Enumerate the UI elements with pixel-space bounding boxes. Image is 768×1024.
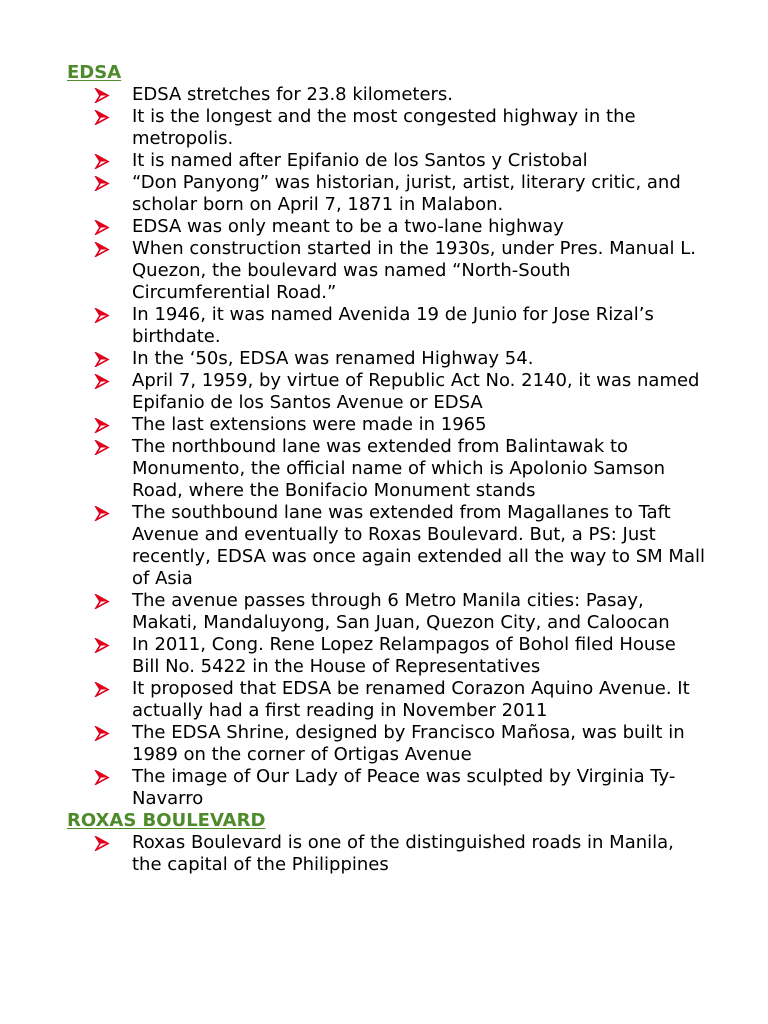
bullet-list-edsa <box>0 84 768 810</box>
list-item-text: When construction started in the 1930s, under Pres. Manual L. Quezon, the boulevard was named “North-South Circumferential Road.” <box>132 238 696 303</box>
list-item <box>0 84 768 106</box>
red-arrow-bullet-icon <box>94 216 110 238</box>
red-arrow-bullet-icon <box>94 634 110 656</box>
list-item <box>0 436 768 502</box>
red-arrow-bullet-icon <box>94 106 110 128</box>
red-arrow-bullet-icon <box>94 150 110 172</box>
list-item <box>0 502 768 590</box>
list-item <box>0 150 768 172</box>
red-arrow-bullet-icon <box>94 414 110 436</box>
list-item-text: The image of Our Lady of Peace was sculpted by Virginia Ty-Navarro <box>132 766 676 809</box>
red-arrow-bullet-icon <box>94 172 110 194</box>
red-arrow-bullet-icon <box>94 722 110 744</box>
list-item <box>0 832 768 876</box>
list-item-text: The last extensions were made in 1965 <box>132 414 487 435</box>
list-item-text: It is the longest and the most congested highway in the metropolis. <box>132 106 636 149</box>
list-item <box>0 370 768 414</box>
list-item <box>0 634 768 678</box>
red-arrow-bullet-icon <box>94 304 110 326</box>
list-item <box>0 722 768 766</box>
list-item-text: EDSA stretches for 23.8 kilometers. <box>132 84 454 105</box>
red-arrow-bullet-icon <box>94 832 110 854</box>
red-arrow-bullet-icon <box>94 678 110 700</box>
list-item <box>0 238 768 304</box>
list-item <box>0 106 768 150</box>
list-item-text: In the ‘50s, EDSA was renamed Highway 54. <box>132 348 534 369</box>
bullet-list-roxas-boulevard <box>0 832 768 876</box>
red-arrow-bullet-icon <box>94 348 110 370</box>
list-item-text: It is named after Epifanio de los Santos y Cristobal <box>132 150 588 171</box>
red-arrow-bullet-icon <box>94 766 110 788</box>
list-item-text: In 2011, Cong. Rene Lopez Relampagos of Bohol filed House Bill No. 5422 in the House of Representatives <box>132 634 676 677</box>
list-item <box>0 172 768 216</box>
section-heading-edsa: EDSA <box>67 62 122 83</box>
list-item-text: Roxas Boulevard is one of the distinguished roads in Manila, the capital of the Philippines <box>132 832 674 875</box>
list-item <box>0 348 768 370</box>
red-arrow-bullet-icon <box>94 370 110 392</box>
list-item-text: The EDSA Shrine, designed by Francisco Mañosa, was built in 1989 on the corner of Ortigas Avenue <box>132 722 685 765</box>
list-item <box>0 414 768 436</box>
red-arrow-bullet-icon <box>94 590 110 612</box>
section-heading-roxas-boulevard: ROXAS BOULEVARD <box>67 810 266 831</box>
list-item-text: The avenue passes through 6 Metro Manila cities: Pasay, Makati, Mandaluyong, San Juan, Quezon City, and Caloocan <box>132 590 670 633</box>
list-item-text: “Don Panyong” was historian, jurist, artist, literary critic, and scholar born on April 7, 1871 in Malabon. <box>132 172 681 215</box>
list-item-text: In 1946, it was named Avenida 19 de Junio for Jose Rizal’s birthdate. <box>132 304 654 347</box>
list-item-text: The southbound lane was extended from Magallanes to Taft Avenue and eventually to Roxas Boulevard. But, a PS: Just recently, EDSA was once again extended all the way to SM Mall of Asia <box>132 502 705 589</box>
list-item <box>0 590 768 634</box>
list-item <box>0 766 768 810</box>
list-item-text: EDSA was only meant to be a two-lane highway <box>132 216 564 237</box>
list-item-text: It proposed that EDSA be renamed Corazon Aquino Avenue. It actually had a first reading in November 2011 <box>132 678 690 721</box>
list-item-text: April 7, 1959, by virtue of Republic Act No. 2140, it was named Epifanio de los Santos Avenue or EDSA <box>132 370 700 413</box>
list-item-text: The northbound lane was extended from Balintawak to Monumento, the official name of which is Apolonio Samson Road, where the Bonifacio Monument stands <box>132 436 666 501</box>
red-arrow-bullet-icon <box>94 238 110 260</box>
list-item <box>0 678 768 722</box>
red-arrow-bullet-icon <box>94 436 110 458</box>
list-item <box>0 304 768 348</box>
red-arrow-bullet-icon <box>94 502 110 524</box>
red-arrow-bullet-icon <box>94 84 110 106</box>
list-item <box>0 216 768 238</box>
